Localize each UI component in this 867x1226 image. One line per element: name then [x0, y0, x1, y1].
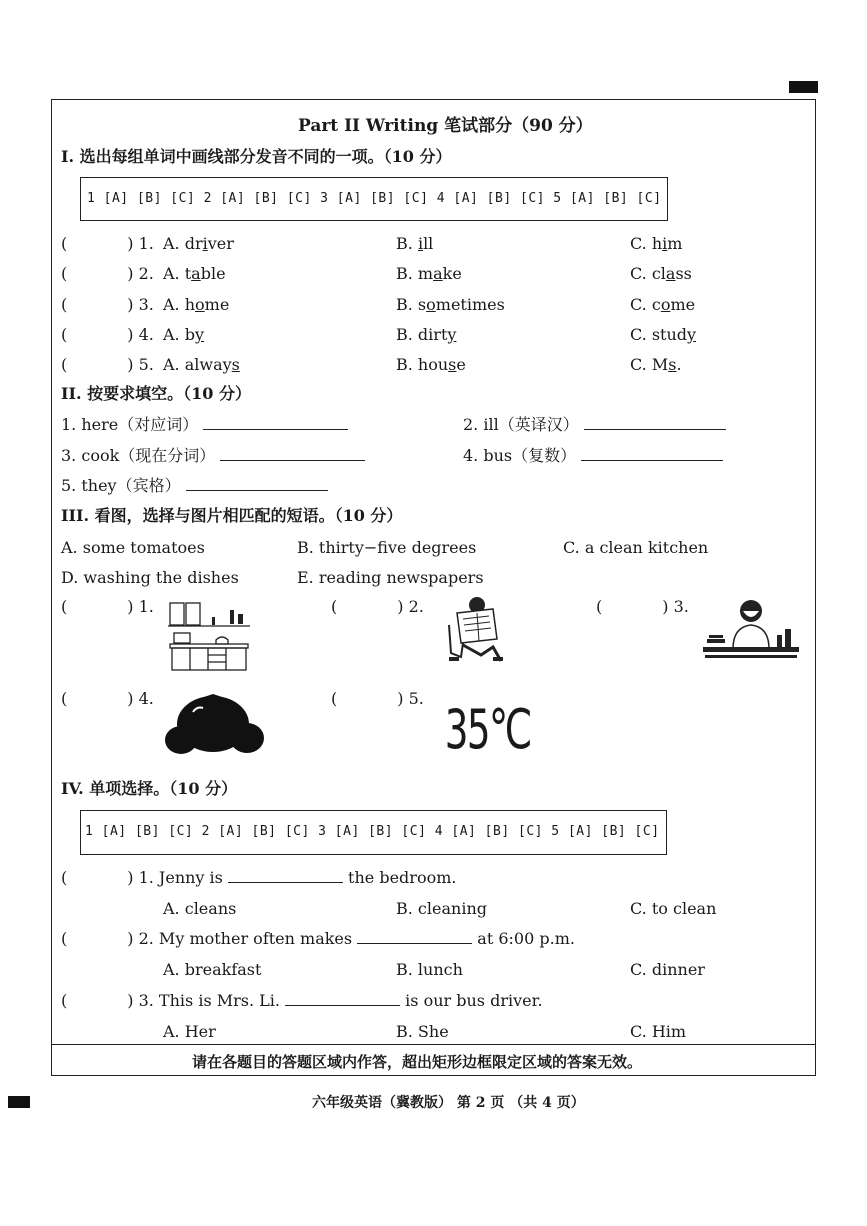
option-c: C. a clean kitchen — [563, 538, 709, 557]
phonics-option-b: B. make — [396, 264, 462, 283]
option-b: B. thirty−five degrees — [297, 538, 477, 557]
mc-option-c: C. dinner — [630, 960, 705, 979]
answer-blank[interactable] — [220, 446, 365, 461]
pic-q2: ( ) 2. — [331, 597, 424, 616]
mc-option-b: B. She — [396, 1022, 449, 1041]
pic-q5: ( ) 5. — [331, 689, 424, 708]
phonics-option-a: A. driver — [163, 234, 234, 253]
phonics-option-a: A. by — [163, 325, 205, 344]
answer-blank[interactable] — [228, 868, 343, 883]
corner-mark-top-right — [789, 81, 818, 93]
fill-item-5: 5. they（宾格） — [61, 476, 328, 496]
answer-paren[interactable]: ( ) 1. — [61, 234, 154, 253]
answer-blank[interactable] — [584, 415, 726, 430]
phonics-option-a: A. home — [163, 295, 230, 314]
part-title: Part II Writing 笔试部分（90 分） — [298, 116, 593, 136]
kitchen-image — [168, 600, 250, 672]
frame-footer-note: 请在各题目的答题区域内作答，超出矩形边框限定区域的答案无效。 — [192, 1053, 643, 1071]
option-a: A. some tomatoes — [61, 538, 205, 557]
pic-q4: ( ) 4. — [61, 689, 154, 708]
frame-divider — [51, 1044, 816, 1045]
phonics-option-c: C. Ms. — [630, 355, 682, 374]
mc-option-a: A. cleans — [163, 899, 237, 918]
mc-question-stem: ( ) 2. My mother often makes at 6:00 p.m. — [61, 929, 575, 948]
fill-item-4: 4. bus（复数） — [463, 446, 723, 466]
reading-newspaper-image — [441, 595, 505, 665]
fill-item-3: 3. cook（现在分词） — [61, 446, 365, 466]
phonics-option-a: A. table — [163, 264, 226, 283]
mc-option-b: B. cleaning — [396, 899, 487, 918]
fill-item-1: 1. here（对应词） — [61, 415, 348, 435]
pic-q3: ( ) 3. — [596, 597, 689, 616]
answer-blank[interactable] — [581, 446, 723, 461]
section-3-title: III. 看图，选择与图片相匹配的短语。（10 分） — [61, 506, 403, 525]
phonics-option-c: C. come — [630, 295, 696, 314]
section-4-title: IV. 单项选择。（10 分） — [61, 779, 238, 798]
mc-option-c: C. Him — [630, 1022, 687, 1041]
corner-mark-bottom-left — [8, 1096, 30, 1108]
phonics-option-b: B. house — [396, 355, 466, 374]
answer-blank[interactable] — [357, 929, 472, 944]
mc-option-a: A. Her — [163, 1022, 216, 1041]
section-1-answer-bubbles[interactable]: 1 [A] [B] [C] 2 [A] [B] [C] 3 [A] [B] [C] 4 [A] [B] [C] 5 [A] [B] [C] — [87, 191, 662, 206]
mc-question-stem: ( ) 1. Jenny is the bedroom. — [61, 868, 457, 887]
mc-option-a: A. breakfast — [163, 960, 262, 979]
phonics-option-b: B. sometimes — [396, 295, 505, 314]
temperature-35c-image: 35℃ — [445, 698, 532, 761]
washing-dishes-image — [703, 595, 799, 659]
mc-option-b: B. lunch — [396, 960, 463, 979]
phonics-option-b: B. ill — [396, 234, 434, 253]
pic-q1: ( ) 1. — [61, 597, 154, 616]
tomatoes-image — [163, 692, 265, 758]
option-d: D. washing the dishes — [61, 568, 239, 587]
section-2-title: II. 按要求填空。（10 分） — [61, 384, 251, 403]
phonics-option-c: C. class — [630, 264, 692, 283]
fill-item-2: 2. ill（英译汉） — [463, 415, 726, 435]
section-1-title: I. 选出每组单词中画线部分发音不同的一项。（10 分） — [61, 147, 452, 166]
answer-blank[interactable] — [285, 991, 400, 1006]
phonics-option-b: B. dirty — [396, 325, 457, 344]
phonics-option-c: C. him — [630, 234, 683, 253]
answer-blank[interactable] — [186, 476, 328, 491]
mc-option-c: C. to clean — [630, 899, 717, 918]
answer-paren[interactable]: ( ) 2. — [61, 264, 154, 283]
mc-question-stem: ( ) 3. This is Mrs. Li. is our bus driver. — [61, 991, 543, 1010]
answer-paren[interactable]: ( ) 3. — [61, 295, 154, 314]
section-4-answer-bubbles[interactable]: 1 [A] [B] [C] 2 [A] [B] [C] 3 [A] [B] [C] 4 [A] [B] [C] 5 [A] [B] [C] — [85, 824, 660, 839]
phonics-option-a: A. always — [163, 355, 240, 374]
page-footer: 六年级英语（冀教版） 第 2 页 （共 4 页） — [312, 1095, 585, 1111]
phonics-option-c: C. study — [630, 325, 697, 344]
option-e: E. reading newspapers — [297, 568, 484, 587]
answer-paren[interactable]: ( ) 4. — [61, 325, 154, 344]
answer-paren[interactable]: ( ) 5. — [61, 355, 154, 374]
answer-blank[interactable] — [203, 415, 348, 430]
